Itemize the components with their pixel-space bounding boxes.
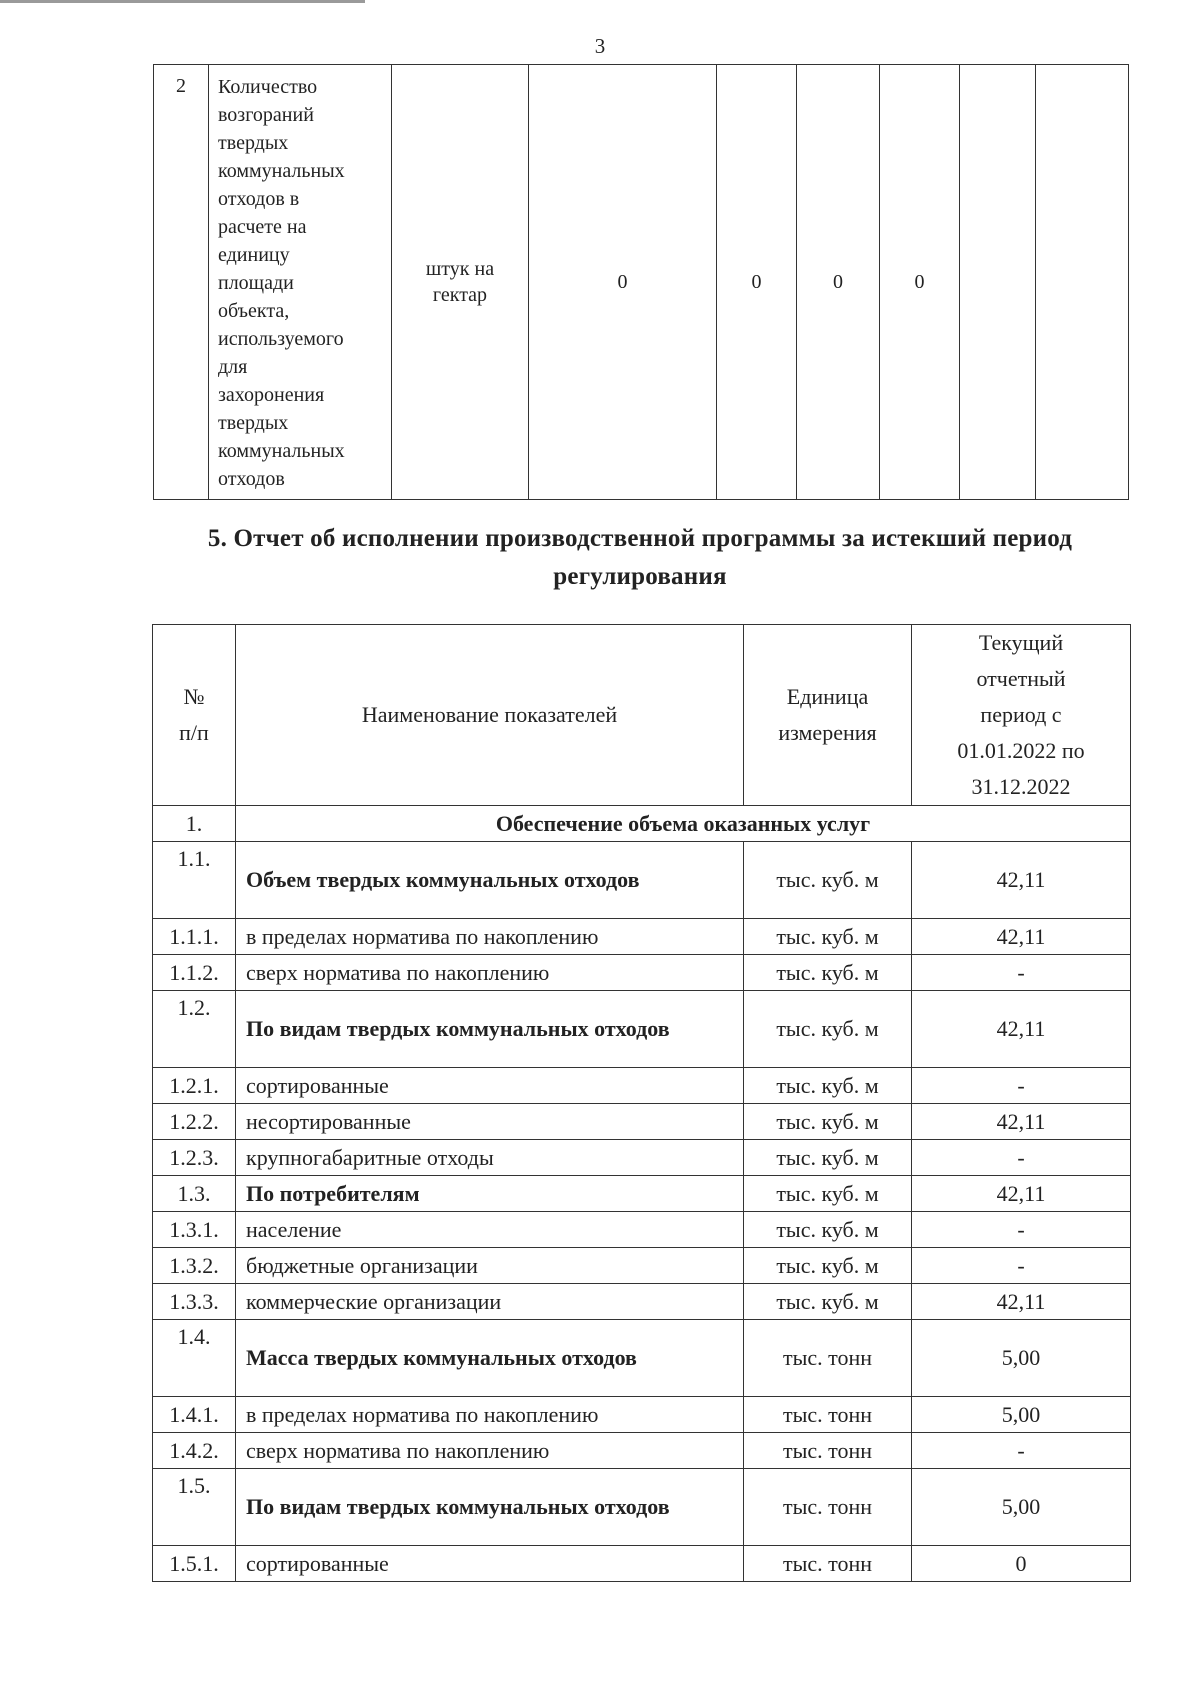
value-cell: 42,11 <box>912 842 1131 919</box>
row-number: 1.2.1. <box>153 1068 236 1104</box>
indicator-name <box>209 65 392 500</box>
table-row <box>153 991 1131 1068</box>
indicator-name-line: используемого <box>218 328 344 350</box>
table-row <box>153 1176 1131 1212</box>
indicator-name: По видам твердых коммунальных отходов <box>236 991 744 1068</box>
header-period-line: 01.01.2022 по <box>957 738 1085 763</box>
row-number: 1.3.3. <box>153 1284 236 1320</box>
row-number: 1.4. <box>153 1320 236 1397</box>
page-number: 3 <box>594 34 606 58</box>
header-number <box>153 625 236 806</box>
table-row <box>153 1068 1131 1104</box>
section-heading-line: регулирования <box>553 563 727 590</box>
value-cell: 5,00 <box>912 1469 1131 1546</box>
scan-edge-line <box>0 0 365 3</box>
header-period-line: 31.12.2022 <box>971 774 1071 799</box>
indicator-name: коммерческие организации <box>236 1284 744 1320</box>
indicator-name: крупногабаритные отходы <box>236 1140 744 1176</box>
row-number: 1.4.2. <box>153 1433 236 1469</box>
indicator-name: Масса твердых коммунальных отходов <box>236 1320 744 1397</box>
value-cell: - <box>912 1212 1131 1248</box>
section-number: 1. <box>153 806 236 842</box>
row-number: 1.1.1. <box>153 919 236 955</box>
production-program-report-table <box>152 624 1131 1582</box>
indicator-name-line: объекта, <box>218 300 290 322</box>
value-cell: 0 <box>880 65 960 500</box>
value-cell: - <box>912 1140 1131 1176</box>
row-number: 1.3.2. <box>153 1248 236 1284</box>
table-row <box>153 1212 1131 1248</box>
indicator-name-line: коммунальных <box>218 440 345 462</box>
header-number-line: п/п <box>179 720 209 745</box>
indicator-name-line: твердых <box>218 132 289 154</box>
row-number: 1.3. <box>153 1176 236 1212</box>
table-row <box>153 955 1131 991</box>
header-period-line: период с <box>980 702 1062 727</box>
table-row <box>153 919 1131 955</box>
indicator-unit-line: штук на <box>425 258 495 280</box>
indicator-name-line: единицу <box>218 244 290 266</box>
unit-cell: тыс. куб. м <box>744 1104 912 1140</box>
table-row <box>153 1248 1131 1284</box>
indicator-name: сверх норматива по накоплению <box>236 1433 744 1469</box>
value-cell: 42,11 <box>912 919 1131 955</box>
unit-cell: тыс. тонн <box>744 1546 912 1582</box>
indicator-name-line: для <box>218 356 248 378</box>
value-cell: 42,11 <box>912 991 1131 1068</box>
indicator-name-line: возгораний <box>218 104 314 126</box>
value-cell: 0 <box>529 65 717 500</box>
table-header-row <box>153 625 1131 806</box>
header-period-line: Текущий <box>978 630 1064 655</box>
value-cell: 0 <box>912 1546 1131 1582</box>
header-period <box>912 625 1131 806</box>
indicator-name-line: отходов <box>218 468 285 490</box>
table-row <box>153 1546 1131 1582</box>
section-row <box>153 806 1131 842</box>
unit-cell: тыс. куб. м <box>744 842 912 919</box>
indicator-name: в пределах норматива по накоплению <box>236 919 744 955</box>
section-heading <box>150 520 1130 596</box>
unit-cell: тыс. куб. м <box>744 1176 912 1212</box>
table-row <box>153 1469 1131 1546</box>
row-number: 1.1.2. <box>153 955 236 991</box>
value-cell: 5,00 <box>912 1397 1131 1433</box>
section-title: Обеспечение объема оказанных услуг <box>236 806 1131 842</box>
row-number: 1.3.1. <box>153 1212 236 1248</box>
unit-cell: тыс. куб. м <box>744 1068 912 1104</box>
row-number: 1.2.2. <box>153 1104 236 1140</box>
section-heading-line: 5. Отчет об исполнении производственной программы за истекший период <box>207 525 1073 552</box>
header-unit <box>744 625 912 806</box>
unit-cell: тыс. куб. м <box>744 991 912 1068</box>
table-row <box>153 842 1131 919</box>
unit-cell: тыс. тонн <box>744 1469 912 1546</box>
value-cell: 42,11 <box>912 1176 1131 1212</box>
value-cell: - <box>912 955 1131 991</box>
row-number: 1.1. <box>153 842 236 919</box>
unit-cell: тыс. куб. м <box>744 1140 912 1176</box>
indicator-name: По потребителям <box>236 1176 744 1212</box>
indicator-name: сортированные <box>236 1068 744 1104</box>
indicator-name-line: коммунальных <box>218 160 345 182</box>
table-row <box>154 65 1129 500</box>
indicator-name-line: расчете на <box>218 216 307 238</box>
table-row <box>153 1433 1131 1469</box>
row-number: 1.2.3. <box>153 1140 236 1176</box>
value-cell: 42,11 <box>912 1104 1131 1140</box>
indicator-name-line: Количество <box>218 76 318 98</box>
indicator-name-line: площади <box>218 272 294 294</box>
value-cell: - <box>912 1433 1131 1469</box>
row-number: 1.4.1. <box>153 1397 236 1433</box>
row-number: 1.5.1. <box>153 1546 236 1582</box>
header-period-line: отчетный <box>976 666 1066 691</box>
unit-cell: тыс. куб. м <box>744 1284 912 1320</box>
unit-cell: тыс. тонн <box>744 1433 912 1469</box>
header-unit-line: Единица <box>786 684 869 709</box>
indicator-name: сверх норматива по накоплению <box>236 955 744 991</box>
indicator-name: население <box>236 1212 744 1248</box>
table-row <box>153 1284 1131 1320</box>
indicator-name: Объем твердых коммунальных отходов <box>236 842 744 919</box>
value-cell: 0 <box>717 65 797 500</box>
indicator-name-line: твердых <box>218 412 289 434</box>
value-cell: - <box>912 1248 1131 1284</box>
header-unit-line: измерения <box>778 720 877 745</box>
table-row <box>153 1320 1131 1397</box>
indicator-name: По видам твердых коммунальных отходов <box>236 1469 744 1546</box>
unit-cell: тыс. тонн <box>744 1397 912 1433</box>
unit-cell: тыс. куб. м <box>744 1212 912 1248</box>
unit-cell: тыс. куб. м <box>744 955 912 991</box>
row-number: 1.2. <box>153 991 236 1068</box>
indicator-name: несортированные <box>236 1104 744 1140</box>
value-cell <box>1036 65 1129 500</box>
header-number-line: № <box>183 684 205 709</box>
indicator-name: в пределах норматива по накоплению <box>236 1397 744 1433</box>
indicator-name-line: захоронения <box>218 384 325 406</box>
value-cell: - <box>912 1068 1131 1104</box>
value-cell: 5,00 <box>912 1320 1131 1397</box>
table-row <box>153 1397 1131 1433</box>
header-name: Наименование показателей <box>236 625 744 806</box>
unit-cell: тыс. тонн <box>744 1320 912 1397</box>
table-row <box>153 1104 1131 1140</box>
value-cell: 0 <box>797 65 880 500</box>
value-cell: 42,11 <box>912 1284 1131 1320</box>
indicator-name: бюджетные организации <box>236 1248 744 1284</box>
indicator-unit <box>392 65 529 500</box>
row-number: 2 <box>154 65 209 500</box>
table-row <box>153 1140 1131 1176</box>
value-cell <box>960 65 1036 500</box>
unit-cell: тыс. куб. м <box>744 1248 912 1284</box>
indicator-unit-line: гектар <box>432 284 488 306</box>
indicator-name-line: отходов в <box>218 188 300 210</box>
indicator-table-continued <box>153 64 1129 500</box>
indicator-name: сортированные <box>236 1546 744 1582</box>
unit-cell: тыс. куб. м <box>744 919 912 955</box>
row-number: 1.5. <box>153 1469 236 1546</box>
